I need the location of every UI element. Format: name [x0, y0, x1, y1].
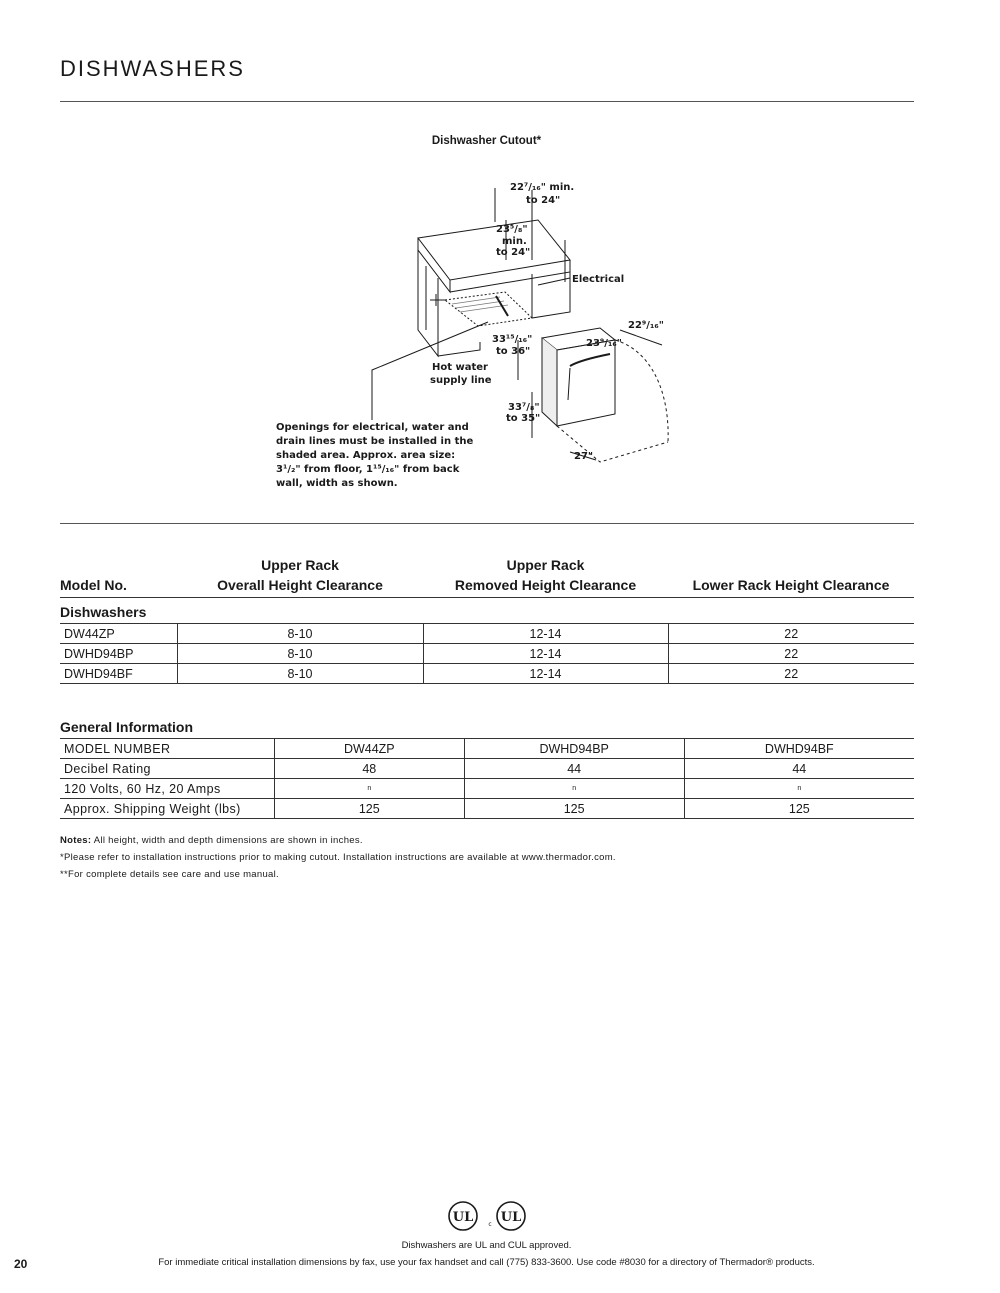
- upper-overall-cell: 8-10: [177, 644, 423, 664]
- section-divider: [60, 523, 914, 524]
- group-label: Dishwashers: [60, 598, 914, 624]
- upper-removed-cell: 12-14: [423, 664, 668, 684]
- model-cell: DWHD94BF: [60, 664, 177, 684]
- value-cell: DWHD94BF: [684, 739, 914, 759]
- table-row: [60, 759, 914, 779]
- value-cell: DWHD94BP: [464, 739, 684, 759]
- value-cell: n: [274, 779, 464, 799]
- lower-cell: 22: [668, 644, 914, 664]
- value-cell: 44: [464, 759, 684, 779]
- page-number: 20: [14, 1257, 28, 1271]
- note-dimensions: [60, 835, 363, 846]
- lower-cell: 22: [668, 624, 914, 644]
- dim-inner-width-2: min.: [502, 236, 527, 247]
- rack-clearance-table: [60, 555, 914, 684]
- note-label: Notes:: [60, 835, 92, 846]
- table-row: [60, 664, 914, 684]
- dim-inner-width-3: to 24": [496, 247, 531, 258]
- value-cell: 48: [274, 759, 464, 779]
- model-cell: DWHD94BP: [60, 644, 177, 664]
- dim-unit-height-2: to 35": [506, 413, 541, 424]
- note-care: **For complete details see care and use manual.: [60, 869, 279, 880]
- table-row: [60, 779, 914, 799]
- fax-info: For immediate critical installation dimensions by fax, use your fax handset and call (775) 833-3600. Use code #8030 for a directory of Thermador® products.: [158, 1257, 815, 1268]
- openings-note-5: wall, width as shown.: [276, 478, 398, 489]
- row-label: Approx. Shipping Weight (lbs): [60, 799, 274, 819]
- hot-water-label-2: supply line: [430, 375, 492, 386]
- header-divider: [60, 101, 914, 102]
- upper-removed-cell: 12-14: [423, 624, 668, 644]
- dim-inner-width-1: 23⁵/₈": [496, 224, 528, 235]
- dim-cutout-height-1: 33¹⁵/₁₆": [492, 334, 533, 345]
- ul-certification-logo: [446, 1200, 528, 1234]
- openings-note-3: shaded area. Approx. area size:: [276, 450, 456, 461]
- note-text: All height, width and depth dimensions are shown in inches.: [91, 835, 363, 846]
- header-upper-removed-line1: Upper Rack: [506, 557, 585, 573]
- row-label: 120 Volts, 60 Hz, 20 Amps: [60, 779, 274, 799]
- dim-cutout-width-2: to 24": [526, 195, 561, 206]
- row-label: Decibel Rating: [60, 759, 274, 779]
- group-row: [60, 598, 914, 624]
- value-cell: DW44ZP: [274, 739, 464, 759]
- value-cell: 125: [464, 799, 684, 819]
- value-cell: 44: [684, 759, 914, 779]
- lower-cell: 22: [668, 664, 914, 684]
- hot-water-label-1: Hot water: [432, 362, 488, 373]
- ul-mark-left: UL: [452, 1210, 474, 1225]
- dishwasher-cutout-diagram: [270, 170, 690, 500]
- openings-note-1: Openings for electrical, water and: [276, 422, 469, 433]
- table-row: [60, 739, 914, 759]
- dim-depth: 22⁹/₁₆": [628, 320, 664, 331]
- model-cell: DW44ZP: [60, 624, 177, 644]
- dim-cutout-height-2: to 36": [496, 346, 531, 357]
- upper-overall-cell: 8-10: [177, 664, 423, 684]
- value-cell: n: [684, 779, 914, 799]
- table-row: [60, 799, 914, 819]
- header-lower: Lower Rack Height Clearance: [668, 555, 914, 598]
- value-cell: n: [464, 779, 684, 799]
- ul-caption: Dishwashers are UL and CUL approved.: [401, 1240, 572, 1251]
- general-info-table: [60, 738, 914, 819]
- row-label: MODEL NUMBER: [60, 739, 274, 759]
- table-row: [60, 644, 914, 664]
- page-title: DISHWASHERS: [60, 56, 245, 81]
- value-cell: 125: [274, 799, 464, 819]
- dim-unit-width: 23⁹/₁₆": [586, 338, 622, 349]
- dim-door-open: 27": [574, 451, 594, 462]
- header-upper-overall-line2: Overall Height Clearance: [217, 577, 383, 593]
- upper-removed-cell: 12-14: [423, 644, 668, 664]
- dim-unit-height-1: 33⁷/₈": [508, 402, 540, 413]
- ul-mark-right: UL: [500, 1210, 522, 1225]
- general-info-heading: General Information: [60, 719, 194, 735]
- header-upper-overall: [177, 555, 423, 598]
- header-model: Model No.: [60, 555, 177, 598]
- diagram-title: Dishwasher Cutout*: [431, 135, 542, 147]
- header-upper-removed-line2: Removed Height Clearance: [454, 577, 637, 593]
- openings-note-2: drain lines must be installed in the: [276, 436, 474, 447]
- cul-c-mark: c: [488, 1221, 492, 1228]
- table-header-row: [60, 555, 914, 598]
- table-row: [60, 624, 914, 644]
- upper-overall-cell: 8-10: [177, 624, 423, 644]
- header-upper-removed: [423, 555, 668, 598]
- header-upper-overall-line1: Upper Rack: [261, 557, 339, 573]
- dim-cutout-width-1: 22⁷/₁₆" min.: [510, 182, 575, 193]
- electrical-label: Electrical: [572, 274, 625, 285]
- value-cell: 125: [684, 799, 914, 819]
- note-cutout: *Please refer to installation instructions prior to making cutout. Installation instructions are available at www.thermador.com.: [60, 852, 616, 863]
- openings-note-4: 3¹/₂" from floor, 1¹⁵/₁₆" from back: [276, 464, 460, 475]
